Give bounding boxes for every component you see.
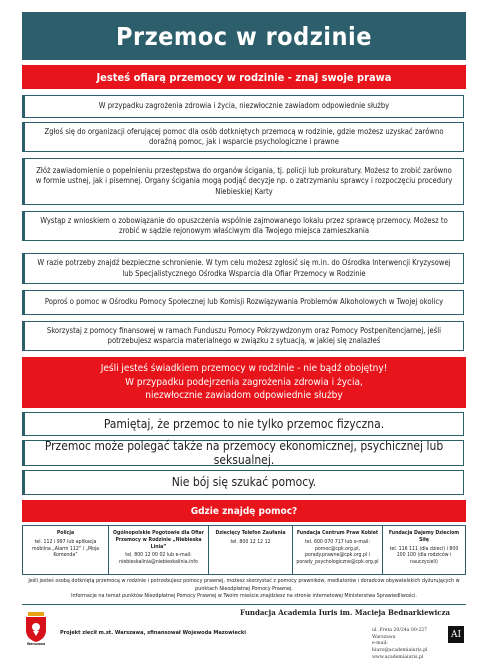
legal-aid-line-2: Informacje na temat punktów Nieodpłatnej Pomocy Prawnej w Twoim mieście znajdziesz na stronie internetowej Ministerstwa Sprawiedliwości. [71,593,417,600]
address-line-2: e-mail: biuro@academiaiuris.pl [372,641,428,653]
contact-body: tel. 112 i 997 lub aplikacja mobilna „Alarm 112” i „Moja Komenda” [31,538,99,559]
contact-womens-rights [293,526,383,574]
statement-physical: Pamiętaj, że przemoc to nie tylko przemoc fizyczna. [22,412,464,436]
contact-body: tel. 600 070 717 lub e-mail: pomoc@cpk.org.pl, porady.prawne@cpk.org.pl i porady_psychologiczne@cpk.org.pl [296,538,379,565]
contact-blue-line [109,526,209,574]
contacts-table [22,525,466,575]
warsaw-crest-icon [22,612,50,646]
crest-label: Warszawa [26,642,46,646]
academia-iuris-logo: AI [448,626,464,643]
right-item-1: W przypadku zagrożenia zdrowia i życia, niezwłocznie zawiadom odpowiednie służby [22,95,464,118]
witness-section [22,357,466,408]
contact-body: tel. 800 12 00 02 lub e-mail: niebieskalinia@niebieskalinia.info [119,552,198,565]
contact-title: Ogólnopolskie Pogotowie dla Ofiar Przemocy w Rodzinie „Niebieska Linia” [113,530,204,550]
contact-child-line [209,526,293,574]
legal-aid-line-1: Jeśli jesteś osobą dotkniętą przemocą w rodzinie i potrzebujesz pomocy prawnej, możesz skorzystać z pomocy prawników, mediatorów i doradców obywatelskich dyżurujących w punktach Nieodpłatnej Pomocy Prawnej. [28,578,460,592]
right-item-7: Skorzystaj z pomocy finansowej w ramach Funduszu Pomocy Pokrzywdzonym oraz Pomocy Postpenitencjarnej, jeśli potrzebujesz wsparcia materialnego w związku z sytuacją, w jakiej się znalazłeś [22,321,464,351]
project-note: Projekt zlecił m.st. Warszawa, sfinansował Wojewoda Mazowiecki [60,630,246,636]
contact-police [23,526,109,574]
right-item-6: Poproś o pomoc w Ośrodku Pomocy Społecznej lub Komisji Rozwiązywania Problemów Alkoholowych w Twojej okolicy [22,290,464,315]
statement-seek-help: Nie bój się szukać pomocy. [22,470,464,495]
contact-title: Fundacja Centrum Praw Kobiet [296,530,379,536]
foundation-address [372,628,442,661]
foundation-name: Fundacja Academia Iuris im. Macieja Bednarkiewicza [239,608,450,617]
contact-body: tel. 800 12 12 12 [230,538,271,545]
contact-title: Fundacja Dajemy Dzieciom Siłę [388,530,460,543]
help-header: Gdzie znajdę pomoc? [22,500,466,522]
witness-line-3: niezwłocznie zawiadom odpowiednie służby [145,390,343,402]
right-item-4: Wystąp z wnioskiem o zobowiązanie do opuszczenia wspólnie zajmowanego lokalu przez sprawcę przemocy. Możesz to zrobić w sądzie rejonowym właściwym dla Twojego miejsca zamieszkania [22,211,464,241]
address-line-3: www.academiaiuris.pl [372,654,424,660]
contact-body: tel. 116 111 (dla dzieci) i 800 100 100 (dla rodziców i nauczycieli) [389,545,459,565]
address-line-1: ul. Freta 20/24a 00-227 Warszawa [372,628,428,640]
contact-title: Dziecięcy Telefon Zaufania [215,530,286,536]
victim-rights-header: Jesteś ofiarą przemocy w rodzinie - znaj swoje prawa [22,65,466,89]
right-item-5: W razie potrzeby znajdź bezpieczne schronienie. W tym celu możesz zgłosić się m.in. do Ośrodka Interwencji Kryzysowej lub Specjalistycznego Ośrodka Wsparcia dla Ofiar Przemocy w Rodzinie [22,253,464,284]
footer-divider [22,604,466,605]
witness-line-1: Jeśli jesteś świadkiem przemocy w rodzinie - nie bądź obojętny! [100,363,388,375]
page-title: Przemoc w rodzinie [22,12,466,60]
witness-line-2: W przypadku podejrzenia zagrożenia zdrowia i życia, [125,376,363,388]
right-item-3: Złóż zawiadomienie o popełnieniu przestępstwa do organów ścigania, tj. policji lub prokuratury. Możesz to zrobić zarówno w formie ustnej, jak i pisemnej. Organy ścigania mogą podjąć decyzje np. o zatrzymaniu sprawcy i rozpoczęciu procedury Niebieskiej Karty [22,158,464,205]
statement-forms: Przemoc może polegać także na przemocy ekonomicznej, psychicznej lub seksualnej. [22,440,464,466]
contact-children-strength [383,526,465,574]
contact-title: Policja [56,530,75,536]
right-item-2: Zgłoś się do organizacji oferującej pomoc dla osób dotkniętych przemocą w rodzinie, gdzie możesz uzyskać zarówno doraźną pomoc, jak i wsparcie psychologiczne i prawne [22,122,464,152]
legal-aid-note [22,578,466,601]
